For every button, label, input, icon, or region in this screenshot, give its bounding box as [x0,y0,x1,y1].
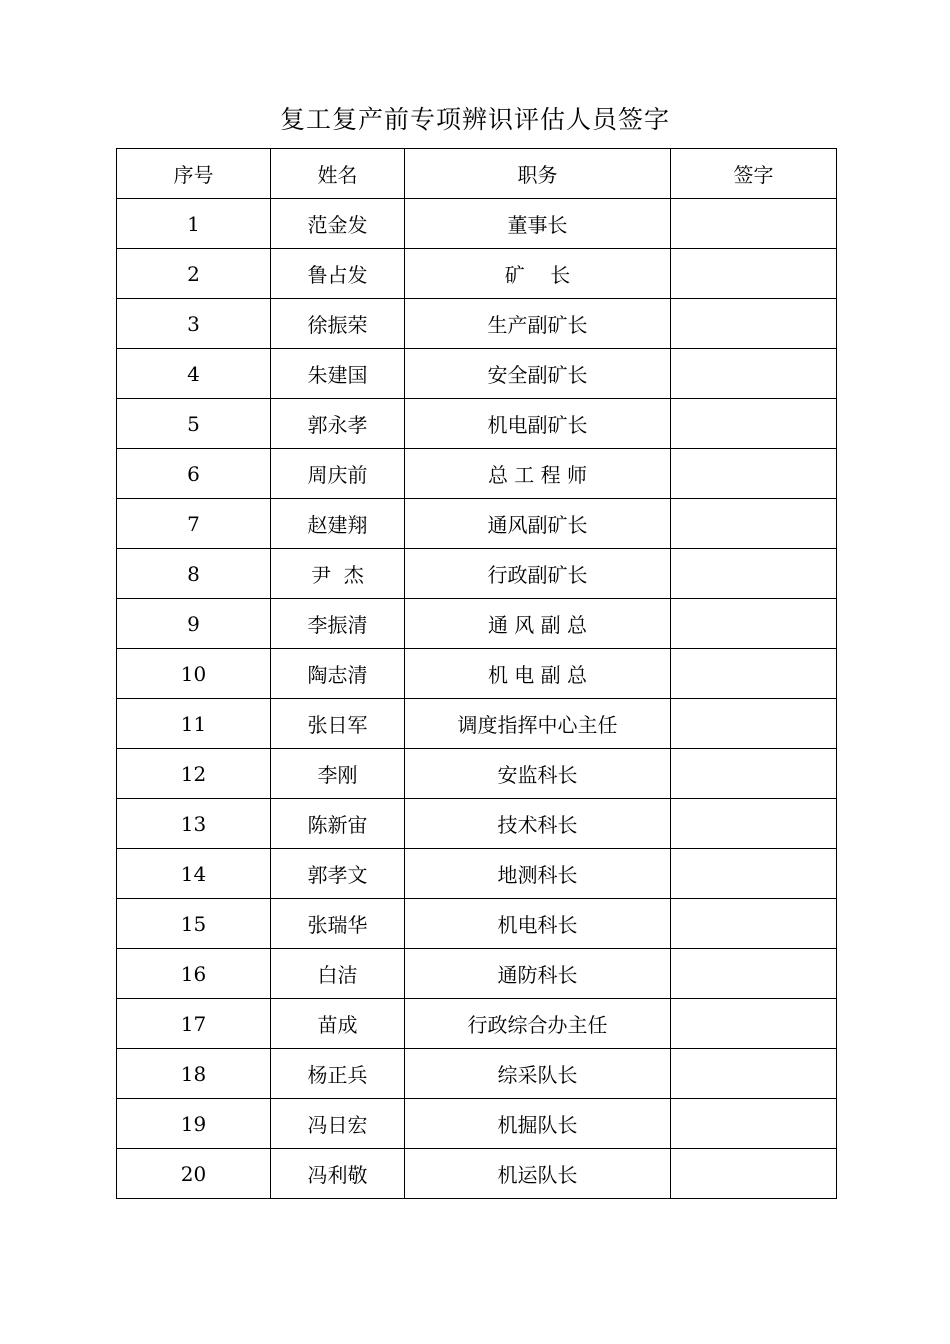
row-role-cell: 机掘队长 [405,1099,671,1149]
row-seq-cell: 2 [117,249,271,299]
table-row [117,349,837,399]
header-role: 职务 [405,149,671,199]
header-signature: 签字 [671,149,837,199]
row-signature-cell[interactable] [671,249,837,299]
row-seq-cell: 18 [117,1049,271,1099]
row-signature-cell[interactable] [671,849,837,899]
row-name-cell: 郭永孝 [271,399,405,449]
row-name-cell: 陶志清 [271,649,405,699]
row-signature-cell[interactable] [671,1099,837,1149]
header-seq: 序号 [117,149,271,199]
row-seq-cell: 4 [117,349,271,399]
row-signature-cell[interactable] [671,949,837,999]
row-seq-cell: 3 [117,299,271,349]
row-signature-cell[interactable] [671,449,837,499]
table-row [117,899,837,949]
table-row [117,1049,837,1099]
signature-table [116,148,837,1199]
row-signature-cell[interactable] [671,399,837,449]
row-seq-cell: 16 [117,949,271,999]
row-name-cell: 李刚 [271,749,405,799]
row-role-cell: 安全副矿长 [405,349,671,399]
row-seq-cell: 10 [117,649,271,699]
row-signature-cell[interactable] [671,349,837,399]
table-row [117,549,837,599]
row-role-cell: 通防科长 [405,949,671,999]
row-role-cell: 生产副矿长 [405,299,671,349]
row-role-cell: 矿 长 [405,249,671,299]
row-role-cell: 机运队长 [405,1149,671,1199]
row-signature-cell[interactable] [671,749,837,799]
row-role-cell: 通 风 副 总 [405,599,671,649]
row-seq-cell: 5 [117,399,271,449]
row-name-cell: 白洁 [271,949,405,999]
row-name-cell: 赵建翔 [271,499,405,549]
row-name-cell: 鲁占发 [271,249,405,299]
row-role-cell: 地测科长 [405,849,671,899]
row-role-cell: 综采队长 [405,1049,671,1099]
row-name-cell: 杨正兵 [271,1049,405,1099]
row-seq-cell: 6 [117,449,271,499]
row-seq-cell: 15 [117,899,271,949]
table-row [117,699,837,749]
row-role-cell: 行政副矿长 [405,549,671,599]
row-seq-cell: 12 [117,749,271,799]
row-signature-cell[interactable] [671,999,837,1049]
row-role-cell: 董事长 [405,199,671,249]
row-role-cell: 机电科长 [405,899,671,949]
row-name-cell: 李振清 [271,599,405,649]
row-signature-cell[interactable] [671,499,837,549]
row-name-cell: 张瑞华 [271,899,405,949]
row-seq-cell: 9 [117,599,271,649]
row-seq-cell: 14 [117,849,271,899]
row-name-cell: 苗成 [271,999,405,1049]
table-row [117,249,837,299]
row-name-cell: 范金发 [271,199,405,249]
row-signature-cell[interactable] [671,649,837,699]
row-seq-cell: 8 [117,549,271,599]
row-name-cell: 冯利敬 [271,1149,405,1199]
row-signature-cell[interactable] [671,699,837,749]
table-row [117,1099,837,1149]
row-name-cell: 张日军 [271,699,405,749]
table-row [117,999,837,1049]
table-row [117,299,837,349]
row-role-cell: 安监科长 [405,749,671,799]
row-name-cell: 陈新宙 [271,799,405,849]
row-role-cell: 通风副矿长 [405,499,671,549]
row-seq-cell: 1 [117,199,271,249]
table-header-row [117,149,837,199]
table-row [117,849,837,899]
table-row [117,949,837,999]
row-signature-cell[interactable] [671,899,837,949]
row-role-cell: 行政综合办主任 [405,999,671,1049]
row-name-cell: 冯日宏 [271,1099,405,1149]
table-row [117,749,837,799]
table-row [117,1149,837,1199]
table-row [117,199,837,249]
row-role-cell: 调度指挥中心主任 [405,699,671,749]
row-seq-cell: 11 [117,699,271,749]
row-role-cell: 总 工 程 师 [405,449,671,499]
row-name-cell: 尹 杰 [271,549,405,599]
table-row [117,599,837,649]
table-row [117,449,837,499]
row-seq-cell: 7 [117,499,271,549]
row-role-cell: 机电副矿长 [405,399,671,449]
row-name-cell: 郭孝文 [271,849,405,899]
row-signature-cell[interactable] [671,199,837,249]
row-signature-cell[interactable] [671,799,837,849]
row-signature-cell[interactable] [671,599,837,649]
table-row [117,399,837,449]
row-signature-cell[interactable] [671,1149,837,1199]
row-signature-cell[interactable] [671,549,837,599]
table-row [117,799,837,849]
row-seq-cell: 20 [117,1149,271,1199]
row-signature-cell[interactable] [671,1049,837,1099]
page-title: 复工复产前专项辨识评估人员签字 [279,105,670,134]
row-seq-cell: 17 [117,999,271,1049]
row-name-cell: 朱建国 [271,349,405,399]
row-seq-cell: 13 [117,799,271,849]
table-body [117,199,837,1199]
row-seq-cell: 19 [117,1099,271,1149]
row-role-cell: 机 电 副 总 [405,649,671,699]
row-role-cell: 技术科长 [405,799,671,849]
table-row [117,649,837,699]
table-row [117,499,837,549]
row-name-cell: 周庆前 [271,449,405,499]
row-signature-cell[interactable] [671,299,837,349]
row-name-cell: 徐振荣 [271,299,405,349]
header-name: 姓名 [271,149,405,199]
